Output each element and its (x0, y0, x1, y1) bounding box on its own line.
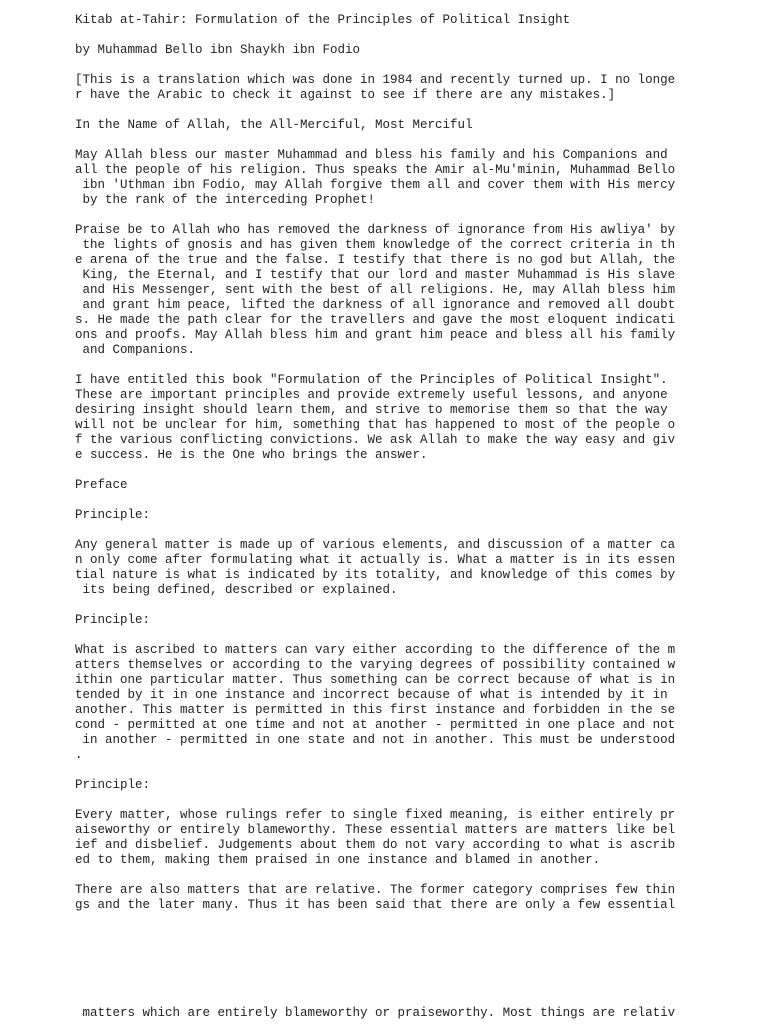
paragraph-book-title: I have entitled this book "Formulation of the Principles of Political Insight". These are important principles and provide extremely useful lessons, and anyone desiring insight should learn them, and strive to memorise them so that the way will not be unclear for him, something that has happened to most of the people o f the various conflicting convictions. We ask Allah to make the way easy and giv e success. He is the One who brings the answer. (75, 373, 676, 462)
paragraph-praise: Praise be to Allah who has removed the darkness of ignorance from His awliya' by the lights of gnosis and has given them knowledge of the correct criteria in th e arena of the true and the false. I testify that there is no god but Allah, the King, the Eternal, and I testify that our lord and master Muhammad is His slave and His Messenger, sent with the best of all religions. He, may Allah bless him and grant him peace, lifted the darkness of all ignorance and removed all doubt s. He made the path clear for the travellers and gave the most eloquent indicati ons and proofs. May Allah bless him and grant him peace and bless all his family and Companions. (75, 223, 676, 357)
continuation-line: matters which are entirely blameworthy or praiseworthy. Most things are relativ (75, 1006, 676, 1020)
document-title: Kitab at-Tahir: Formulation of the Principles of Political Insight (75, 13, 571, 27)
paragraph-principle-3: Every matter, whose rulings refer to single fixed meaning, is either entirely pr aiseworthy or entirely blameworthy. These essential matters are matters like bel ief and disbelief. Judgements about them do not vary according to what is ascrib ed to them, making them praised in one instance and blamed in another. (75, 808, 676, 867)
paragraph-relative-matters: There are also matters that are relative. The former category comprises few thin gs and the later many. Thus it has been said that there are only a few essential (75, 883, 676, 912)
paragraph-principle-1: Any general matter is made up of various elements, and discussion of a matter ca n only come after formulating what it actually is. What a matter is in its essen tial nature is what is indicated by its totality, and knowledge of this comes by its being defined, described or explained. (75, 538, 676, 597)
principle-heading: Principle: (75, 778, 151, 792)
section-heading-preface: Preface (75, 478, 128, 492)
paragraph-principle-2: What is ascribed to matters can vary either according to the difference of the m atters themselves or according to the varying degrees of possibility contained w ithin one particular matter. Thus something can be correct because of what is in tended by it in one instance and incorrect because of what is intended by it in another. This matter is permitted in this first instance and forbidden in the se cond - permitted at one time and not at another - permitted in one place and not in another - permitted in one state and not in another. This must be understood . (75, 643, 676, 762)
document-author: by Muhammad Bello ibn Shaykh ibn Fodio (75, 43, 361, 57)
principle-heading: Principle: (75, 508, 151, 522)
paragraph-blessing: May Allah bless our master Muhammad and bless his family and his Companions and all the people of his religion. Thus speaks the Amir al-Mu'minin, Muhammad Bello ibn 'Uthman ibn Fodio, may Allah forgive them all and cover them with His mercy by the rank of the interceding Prophet! (75, 148, 676, 207)
basmala: In the Name of Allah, the All-Merciful, Most Merciful (75, 118, 473, 132)
translator-note: [This is a translation which was done in 1984 and recently turned up. I no longe r have the Arabic to check it against to see if there are any mistakes.] (75, 73, 676, 102)
principle-heading: Principle: (75, 613, 151, 627)
document-body (75, 13, 675, 928)
